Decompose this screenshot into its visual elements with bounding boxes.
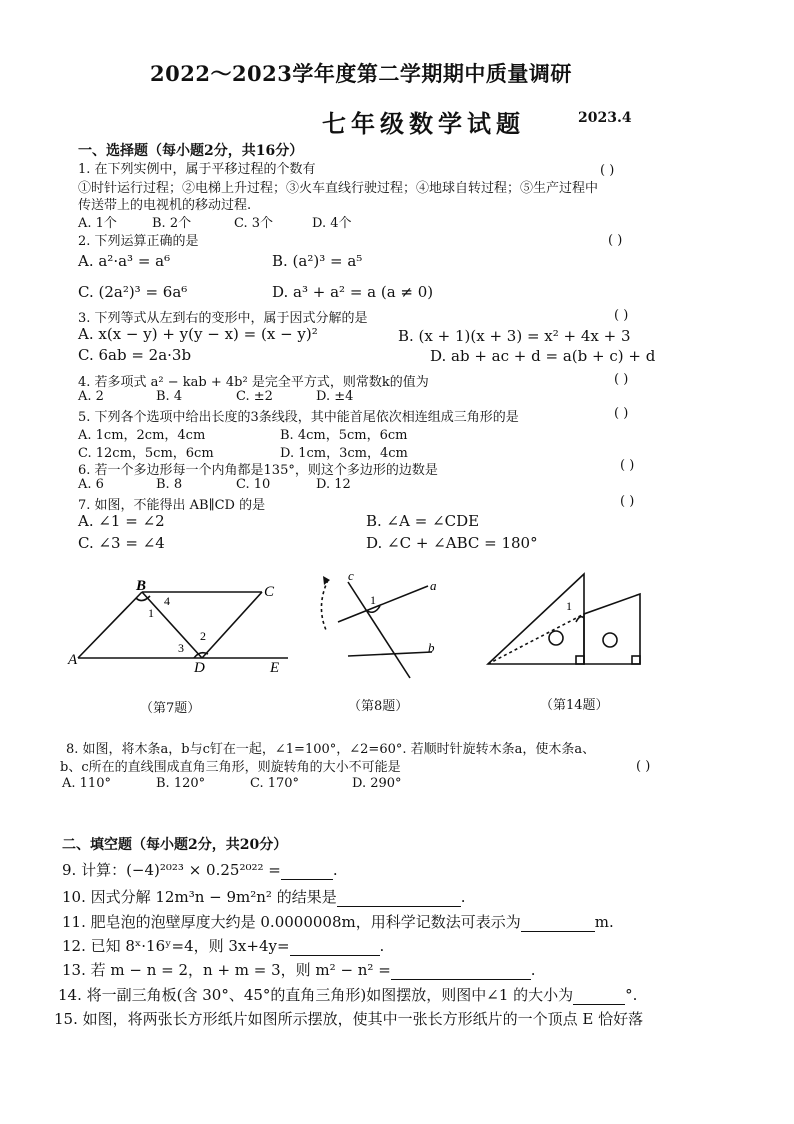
answer-paren-q2: ( ) xyxy=(608,233,623,248)
figure-8-caption: （第8题） xyxy=(348,699,409,714)
question-13 xyxy=(62,959,536,980)
question-7-option-d: D. ∠C + ∠ABC = 180° xyxy=(366,534,538,552)
answer-paren-q3: ( ) xyxy=(614,308,629,323)
question-2-option-c: C. (2a²)³ = 6a⁶ xyxy=(78,283,188,301)
question-12-text: 12. 已知 8ˣ·16ʸ=4，则 3x+4y= xyxy=(62,937,290,955)
question-10 xyxy=(62,886,465,907)
exam-header-title: 2022～2023学年度第二学期期中质量调研 xyxy=(150,61,572,86)
question-4-option-d: D. ±4 xyxy=(316,389,354,404)
answer-paren-q1: ( ) xyxy=(600,163,615,178)
figure-8-label-a: a xyxy=(430,578,437,593)
figure-7-angle-2: 2 xyxy=(200,629,206,643)
figure-7-label-E: E xyxy=(270,660,280,676)
rotation-arrow-icon xyxy=(323,576,330,585)
question-4-stem: 4. 若多项式 a² − kab + 4b² 是完全平方式，则常数k的值为 xyxy=(78,375,429,390)
figure-8-diagram xyxy=(308,566,450,684)
question-7-option-b: B. ∠A = ∠CDE xyxy=(366,512,480,530)
question-9-suffix: . xyxy=(332,861,338,879)
answer-blank-q13[interactable] xyxy=(391,964,531,980)
question-7-stem: 7. 如图，不能得出 AB∥CD 的是 xyxy=(78,498,266,513)
question-8-option-d: D. 290° xyxy=(352,776,402,791)
question-9-text: 9. 计算：(−4)²⁰²³ × 0.25²⁰²² = xyxy=(62,861,281,879)
question-1-option-a: A. 1个 xyxy=(78,216,117,231)
answer-blank-q11[interactable] xyxy=(521,916,595,932)
question-2-option-a: A. a²·a³ = a⁶ xyxy=(78,252,171,270)
question-1-option-b: B. 2个 xyxy=(152,216,192,231)
answer-blank-q12[interactable] xyxy=(290,940,380,956)
question-6-option-c: C. 10 xyxy=(236,477,271,492)
question-1-stem-line2: ①时针运行过程；②电梯上升过程；③火车直线行驶过程；④地球自转过程；⑤生产过程中 xyxy=(78,181,599,196)
question-15-text: 15. 如图，将两张长方形纸片如图所示摆放，使其中一张长方形纸片的一个顶点 E 恰好落 xyxy=(54,1010,644,1028)
question-3-option-c: C. 6ab = 2a·3b xyxy=(78,346,192,364)
question-1-stem-line3: 传送带上的电视机的移动过程. xyxy=(78,198,252,213)
question-7-option-c: C. ∠3 = ∠4 xyxy=(78,534,165,552)
question-1-option-c: C. 3个 xyxy=(234,216,274,231)
question-4-option-a: A. 2 xyxy=(78,389,104,404)
question-2-option-b: B. (a²)³ = a⁵ xyxy=(272,252,363,270)
answer-paren-q6: ( ) xyxy=(620,458,635,473)
question-10-text: 10. 因式分解 12m³n − 9m²n² 的结果是 xyxy=(62,888,337,906)
question-4-option-c: C. ±2 xyxy=(236,389,273,404)
question-6-option-b: B. 8 xyxy=(156,477,183,492)
answer-paren-q7: ( ) xyxy=(620,494,635,509)
question-5-option-c: C. 12cm，5cm，6cm xyxy=(78,446,214,461)
answer-blank-q9[interactable] xyxy=(281,864,333,880)
question-10-suffix: . xyxy=(460,888,466,906)
question-14-suffix: °. xyxy=(625,986,638,1004)
question-14 xyxy=(58,984,637,1005)
question-8-option-b: B. 120° xyxy=(156,776,206,791)
question-5-stem: 5. 下列各个选项中给出长度的3条线段，其中能首尾依次相连组成三角形的是 xyxy=(78,410,519,425)
question-3-stem: 3. 下列等式从左到右的变形中，属于因式分解的是 xyxy=(78,311,368,326)
figure-7-label-D: D xyxy=(194,660,205,676)
question-2-stem: 2. 下列运算正确的是 xyxy=(78,234,199,249)
question-12-suffix: . xyxy=(379,937,385,955)
question-13-text: 13. 若 m − n = 2，n + m = 3，则 m² − n² = xyxy=(62,961,391,979)
section-heading-fill: 二、填空题（每小题2分，共20分） xyxy=(62,837,288,853)
question-1-option-d: D. 4个 xyxy=(312,216,352,231)
question-3-option-b: B. (x + 1)(x + 3) = x² + 4x + 3 xyxy=(398,327,631,345)
figure-7-diagram xyxy=(66,572,296,677)
question-5-option-b: B. 4cm，5cm，6cm xyxy=(280,428,408,443)
figure-7-angle-3: 3 xyxy=(178,641,184,655)
question-3-option-a: A. x(x − y) + y(y − x) = (x − y)² xyxy=(78,325,318,343)
answer-blank-q10[interactable] xyxy=(337,891,461,907)
exam-subtitle: 七年级数学试题 xyxy=(322,109,525,138)
question-6-stem: 6. 若一个多边形每一个内角都是135°，则这个多边形的边数是 xyxy=(78,463,438,478)
question-8-stem-line2: b、c所在的直线围成直角三角形，则旋转角的大小不可能是 xyxy=(60,760,401,775)
question-13-suffix: . xyxy=(530,961,536,979)
answer-paren-q4: ( ) xyxy=(614,372,629,387)
figure-8-angle-1: 1 xyxy=(370,593,376,607)
question-1-stem: 1. 在下列实例中，属于平移过程的个数有 xyxy=(78,162,316,177)
figure-7-label-C: C xyxy=(264,584,275,600)
exam-date: 2023.4 xyxy=(578,110,632,126)
question-6-option-d: D. 12 xyxy=(316,477,351,492)
question-8-option-a: A. 110° xyxy=(62,776,111,791)
question-3-option-d: D. ab + ac + d = a(b + c) + d xyxy=(430,347,656,365)
question-8-stem: 8. 如图，将木条a，b与c钉在一起，∠1=100°，∠2=60°. 若顺时针旋转木条a，使木条a、 xyxy=(66,742,596,757)
question-11 xyxy=(62,911,614,932)
question-11-suffix: m. xyxy=(594,913,614,931)
question-8-option-c: C. 170° xyxy=(250,776,300,791)
figure-14-caption: （第14题） xyxy=(540,698,609,713)
figure-8-label-b: b xyxy=(428,640,435,655)
question-7-option-a: A. ∠1 = ∠2 xyxy=(78,512,165,530)
question-5-option-d: D. 1cm，3cm，4cm xyxy=(280,446,408,461)
figure-7-label-B: B xyxy=(136,578,147,594)
question-11-text: 11. 肥皂泡的泡壁厚度大约是 0.0000008m，用科学记数法可表示为 xyxy=(62,913,521,931)
answer-paren-q8: ( ) xyxy=(636,759,651,774)
answer-paren-q5: ( ) xyxy=(614,406,629,421)
question-12 xyxy=(62,935,384,956)
question-14-text: 14. 将一副三角板(含 30°、45°的直角三角形)如图摆放，则图中∠1 的大小为 xyxy=(58,986,574,1004)
question-6-option-a: A. 6 xyxy=(78,477,104,492)
figure-14-diagram xyxy=(484,568,644,672)
figure-8-label-c: c xyxy=(348,568,354,583)
figure-7-caption: （第7题） xyxy=(140,701,201,716)
figure-7-label-A: A xyxy=(68,652,78,668)
question-2-option-d: D. a³ + a² = a (a ≠ 0) xyxy=(272,283,434,301)
question-9 xyxy=(62,859,338,880)
figure-7-angle-4: 4 xyxy=(164,594,170,608)
figure-7-angle-1: 1 xyxy=(148,606,154,620)
answer-blank-q14[interactable] xyxy=(573,989,625,1005)
figure-14-angle-1: 1 xyxy=(566,599,572,613)
question-4-option-b: B. 4 xyxy=(156,389,183,404)
section-heading-choice: 一、选择题（每小题2分，共16分） xyxy=(78,143,304,159)
question-5-option-a: A. 1cm，2cm，4cm xyxy=(78,428,206,443)
